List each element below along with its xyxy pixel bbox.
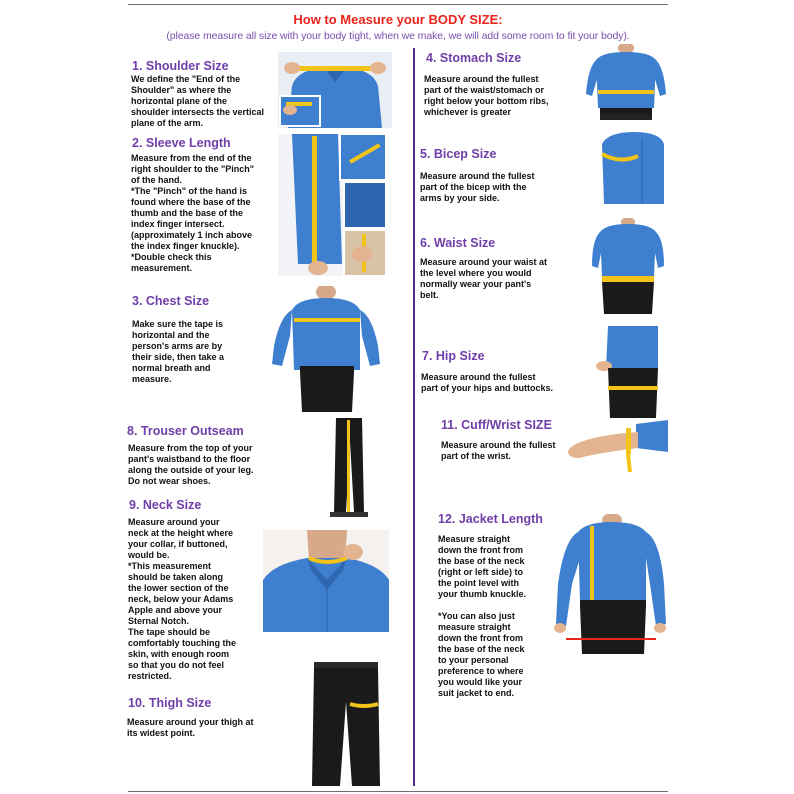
sleeve-photo xyxy=(278,134,386,276)
waist-illustration xyxy=(590,218,666,314)
waist-text: Measure around your waist at the level where you would normally wear your pant's belt. xyxy=(420,257,548,300)
neck-text: Measure around your neck at the height where your collar, if buttoned, would be. *This measurement should be taken along the lower section of the neck, below your Adams Apple and above your Sternal Notch. The tape should be comfortably touching the skin, with enough room so that you do not feel restricted. xyxy=(128,517,236,681)
cuff-illustration xyxy=(564,418,668,480)
hip-heading: 7. Hip Size xyxy=(422,349,485,363)
jacket-photo xyxy=(552,514,668,654)
stomach-illustration xyxy=(584,44,668,120)
bottom-rule xyxy=(128,791,668,792)
hip-illustration xyxy=(596,326,662,418)
page-subtitle: (please measure all size with your body tight, when we make, we will add some room to fit your body). xyxy=(166,30,630,42)
shoulder-photo xyxy=(278,52,392,128)
sleeve-text: Measure from the end of the right shoulder to the "Pinch" of the hand. *The "Pinch" of the hand is found where the base of the thumb and the base of the index finger intersect. (approximately 1 inch above the index finger knuckle). *Double check this measurement. xyxy=(131,153,255,273)
shoulder-text: We define the "End of the Shoulder" as where the horizontal plane of the shoulder intersects the vertical plane of the arm. xyxy=(131,74,265,128)
shoulder-heading: 1. Shoulder Size xyxy=(132,59,229,73)
cuff-text: Measure around the fullest part of the wrist. xyxy=(441,440,556,461)
top-rule xyxy=(128,4,668,5)
outseam-text: Measure from the top of your pant's waistband to the floor along the outside of your leg. Do not wear shoes. xyxy=(128,443,254,486)
thigh-photo xyxy=(306,662,386,786)
stomach-text: Measure around the fullest part of the waist/stomach or right below your bottom ribs, whichever is greater xyxy=(424,74,549,117)
chest-illustration xyxy=(268,286,382,412)
jacket-heading: 12. Jacket Length xyxy=(438,512,543,526)
outseam-heading: 8. Trouser Outseam xyxy=(127,424,244,438)
chest-heading: 3. Chest Size xyxy=(132,294,210,308)
column-divider xyxy=(413,48,415,786)
thigh-illustration xyxy=(306,662,386,786)
neck-photo xyxy=(263,530,389,632)
bicep-heading: 5. Bicep Size xyxy=(420,147,497,161)
thigh-heading: 10. Thigh Size xyxy=(128,696,212,710)
cuff-heading: 11. Cuff/Wrist SIZE xyxy=(441,418,552,432)
neck-illustration xyxy=(263,530,389,632)
hip-photo xyxy=(596,326,662,418)
stomach-heading: 4. Stomach Size xyxy=(426,51,522,65)
cuff-photo xyxy=(564,418,668,480)
waist-heading: 6. Waist Size xyxy=(420,236,496,250)
thigh-text: Measure around your thigh at its widest point. xyxy=(127,717,254,738)
waist-photo xyxy=(590,218,666,314)
page-title: How to Measure your BODY SIZE: xyxy=(293,12,503,27)
outseam-photo xyxy=(324,418,374,518)
shoulder-illustration xyxy=(278,52,392,128)
hip-text: Measure around the fullest part of your hips and buttocks. xyxy=(421,372,554,393)
bicep-illustration xyxy=(598,130,668,204)
bicep-text: Measure around the fullest part of the bicep with the arms by your side. xyxy=(420,171,535,203)
bicep-photo xyxy=(598,130,668,204)
sleeve-illustration xyxy=(278,134,386,276)
outseam-illustration xyxy=(324,418,374,518)
chest-text: Make sure the tape is horizontal and the person's arms are by their side, then take a normal breath and measure. xyxy=(132,319,225,384)
neck-heading: 9. Neck Size xyxy=(129,498,202,512)
stomach-photo xyxy=(584,44,668,120)
chest-photo xyxy=(268,286,382,412)
sleeve-heading: 2. Sleeve Length xyxy=(132,136,231,150)
jacket-illustration xyxy=(552,514,668,654)
jacket-text: Measure straight down the front from the base of the neck (right or left side) to the point level with your thumb knuckle. *You can also just measure straight down the front from the base of the neck to your personal preference to where you would like your suit jacket to end. xyxy=(438,534,527,698)
